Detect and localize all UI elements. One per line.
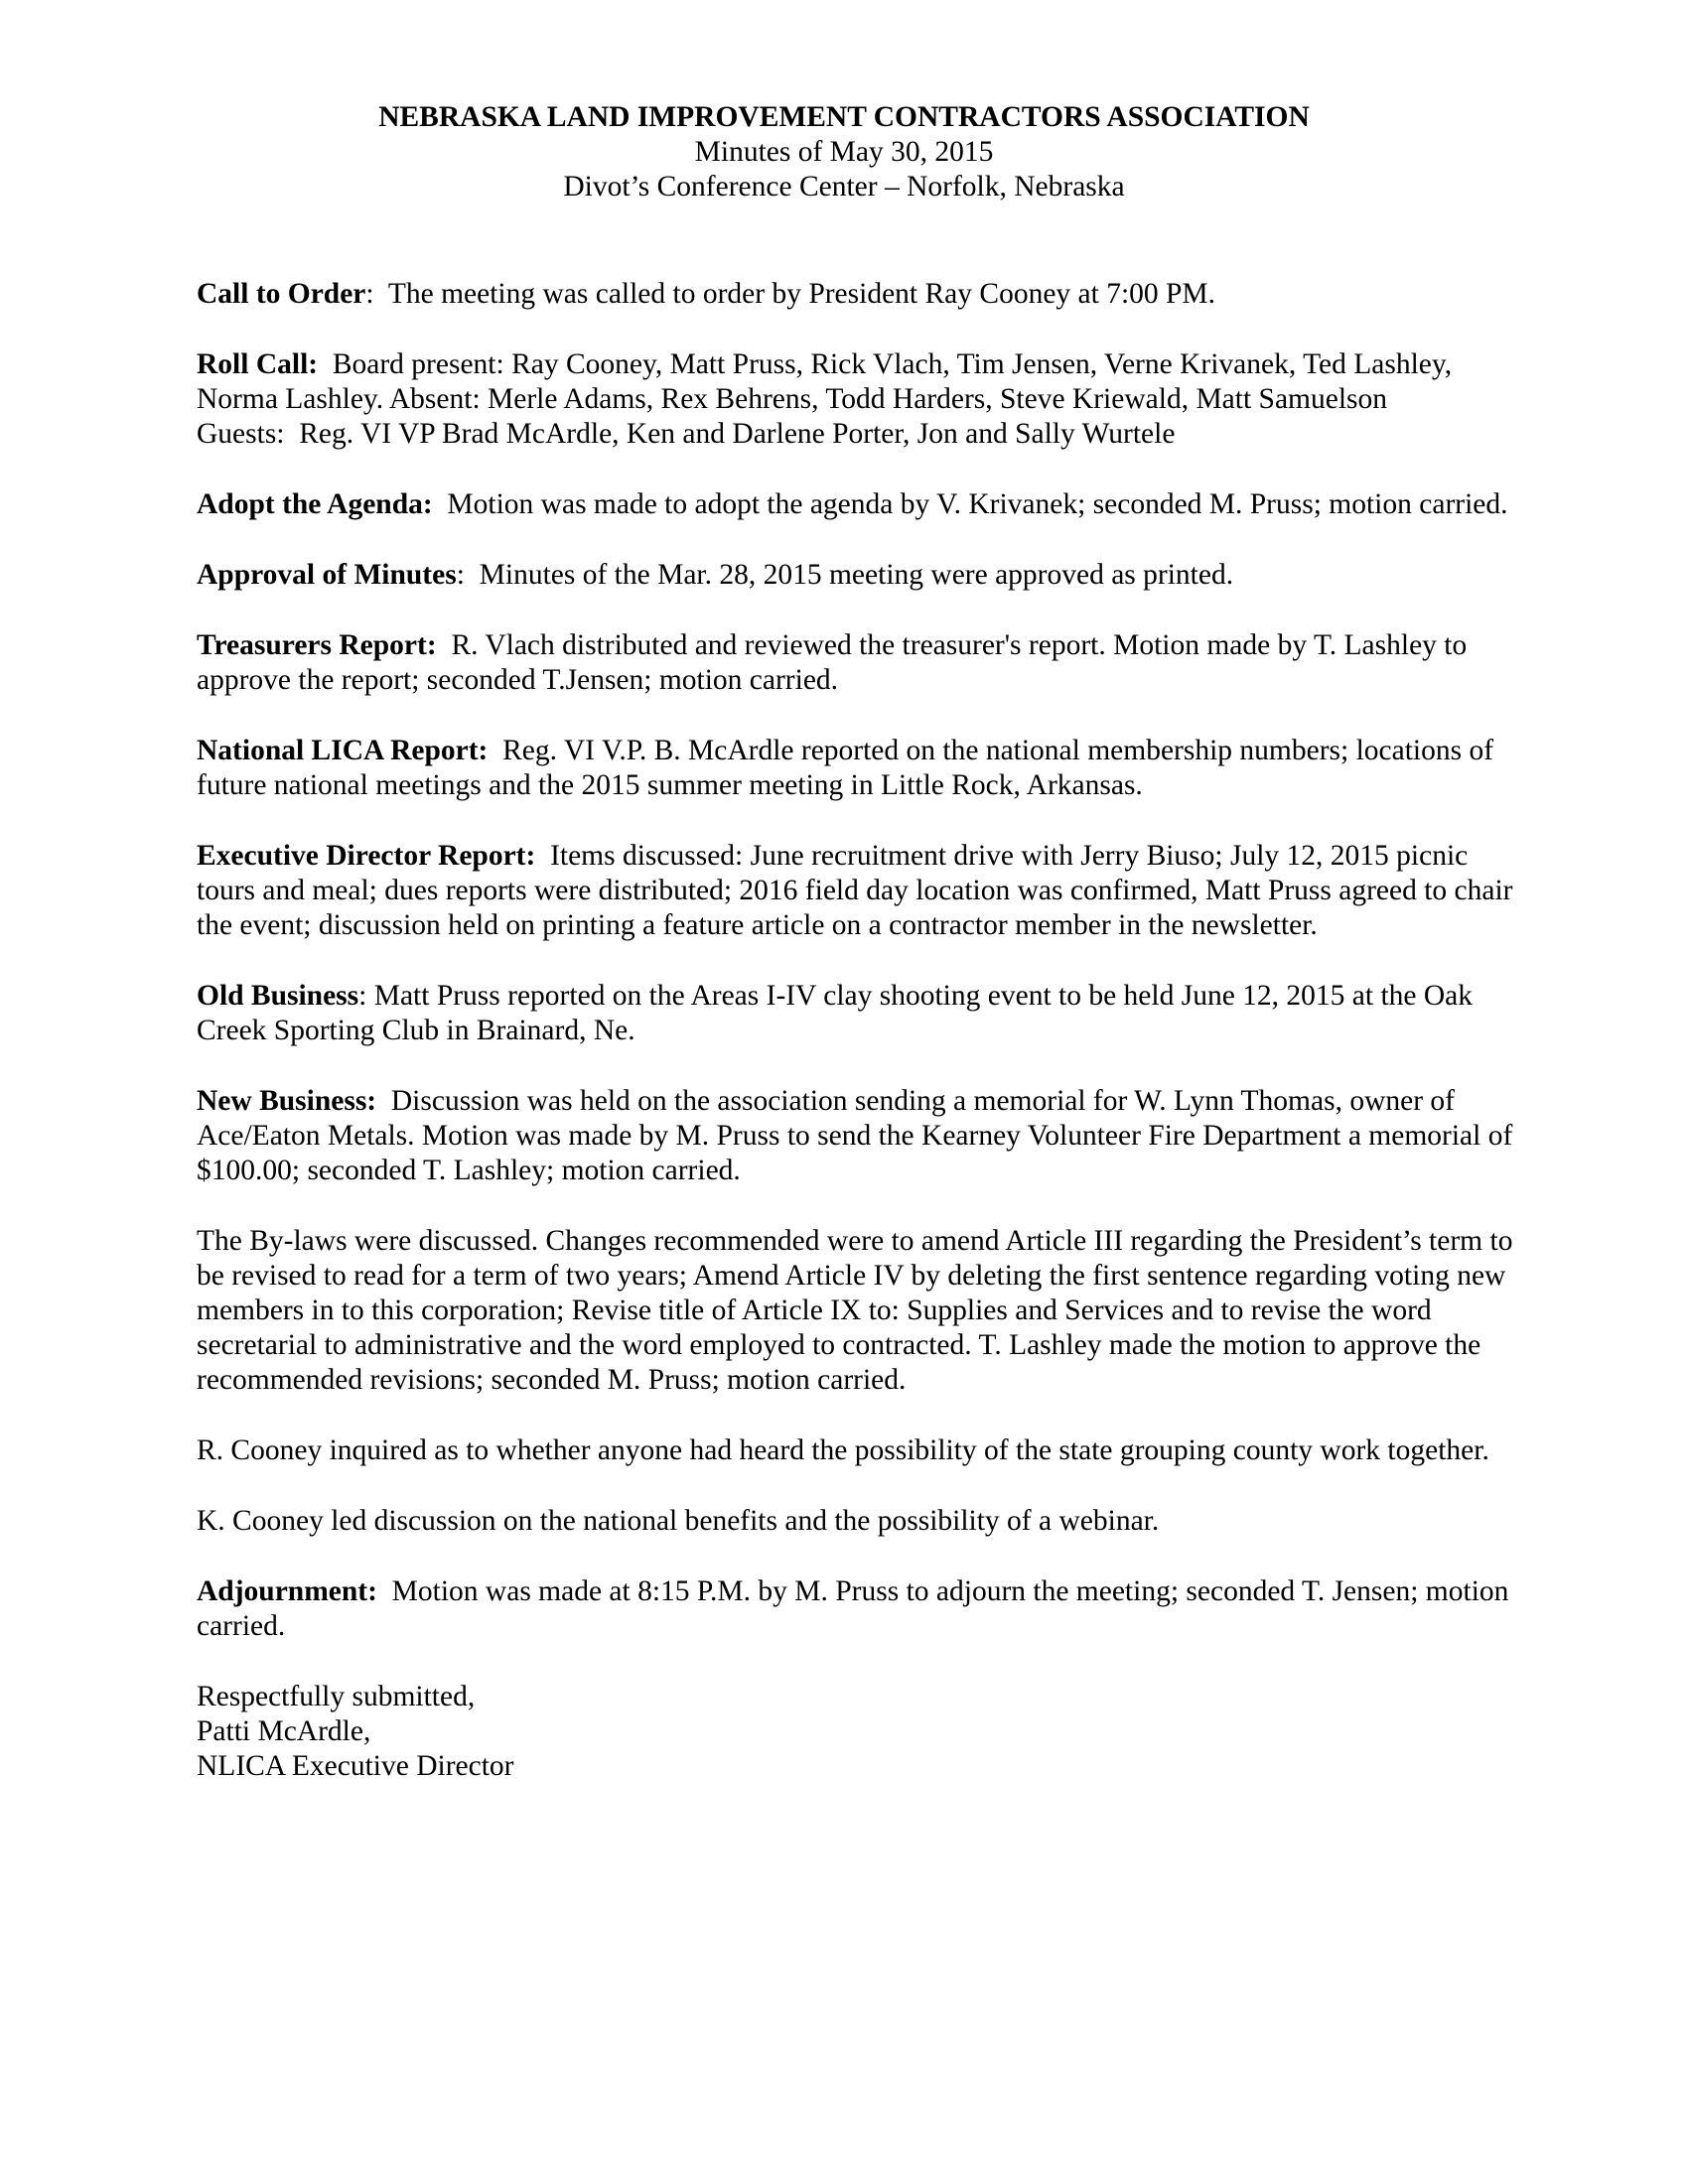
adjournment-section	[197, 1574, 1527, 1644]
section-text: Reg. VI V.P. B. McArdle reported on the national membership numbers; locations of future national meetings and the 2015 summer meeting in Little Rock, Arkansas.	[197, 735, 1494, 801]
document-header	[0, 100, 1688, 205]
label-separator: :	[358, 980, 374, 1012]
section-text: Discussion was held on the association sending a memorial for W. Lynn Thomas, owner of Ace/Eaton Metals. Motion was made by M. Pruss to send the Kearney Volunteer Fire Department a memorial of $100.00; seconded T. Lashley; motion carried.	[197, 1085, 1513, 1186]
executive-director-report-section	[197, 839, 1527, 943]
section-label: Adjournment:	[197, 1575, 377, 1607]
meeting-venue: Divot’s Conference Center – Norfolk, Nebraska	[563, 171, 1125, 203]
section-text: Motion was made to adopt the agenda by V. Krivanek; seconded M. Pruss; motion carried.	[447, 488, 1508, 520]
section-text: R. Vlach distributed and reviewed the treasurer's report. Motion made by T. Lashley to approve the report; seconded T.Jensen; motion carried.	[197, 629, 1468, 696]
label-separator	[535, 840, 550, 872]
signer-name: Patti McArdle,	[197, 1715, 371, 1747]
section-label: National LICA Report:	[197, 735, 489, 766]
section-text: Motion was made at 8:15 P.M. by M. Pruss to adjourn the meeting; seconded T. Jensen; motion carried.	[197, 1575, 1509, 1642]
minutes-date: Minutes of May 30, 2015	[694, 136, 994, 168]
treasurers-report-section	[197, 628, 1527, 698]
new-business-section	[197, 1084, 1527, 1188]
label-separator	[437, 629, 452, 661]
label-separator	[377, 1575, 392, 1607]
section-text: K. Cooney led discussion on the national benefits and the possibility of a webinar.	[197, 1505, 1160, 1537]
section-label: Approval of Minutes	[197, 559, 457, 591]
section-label: Old Business	[197, 980, 359, 1012]
section-text: Items discussed: June recruitment drive with Jerry Biuso; July 12, 2015 picnic tours and meal; dues reports were distributed; 2016 field day location was confirmed, Matt Pruss agreed to chair the event; discussion held on printing a feature article on a contractor member in the newsletter.	[197, 840, 1513, 941]
signer-title: NLICA Executive Director	[197, 1750, 514, 1782]
label-separator	[433, 488, 448, 520]
label-separator	[488, 735, 502, 766]
label-separator: :	[456, 559, 480, 591]
section-text: The By-laws were discussed. Changes recommended were to amend Article III regarding the President’s term to be revised to read for a term of two years; Amend Article IV by deleting the first sentence regarding voting new members in to this corporation; Revise title of Article IX to: Supplies and Services and to revise the word secretarial to administrative and the word employed to contracted. T. Lashley made the motion to approve the recommended revisions; seconded M. Pruss; motion carried.	[197, 1225, 1513, 1396]
label-separator	[376, 1085, 391, 1117]
section-text: R. Cooney inquired as to whether anyone had heard the possibility of the state grouping county work together.	[197, 1434, 1489, 1466]
closing-line: Respectfully submitted,	[197, 1681, 476, 1712]
minutes-body	[197, 277, 1527, 1784]
label-separator: :	[365, 278, 388, 310]
section-label: Adopt the Agenda:	[197, 488, 433, 520]
old-business-section	[197, 979, 1527, 1048]
organization-name: NEBRASKA LAND IMPROVEMENT CONTRACTORS ASSOCIATION	[378, 101, 1310, 133]
guests-text: Guests: Reg. VI VP Brad McArdle, Ken and Darlene Porter, Jon and Sally Wurtele	[197, 418, 1176, 450]
national-lica-report-section	[197, 734, 1527, 803]
approval-of-minutes-section	[197, 558, 1527, 593]
roll-call-section	[197, 347, 1527, 452]
cooney-inquiry-paragraph	[197, 1433, 1527, 1468]
section-text: The meeting was called to order by President Ray Cooney at 7:00 PM.	[387, 278, 1216, 310]
call-to-order-section	[197, 277, 1527, 312]
section-label: Treasurers Report:	[197, 629, 437, 661]
label-separator	[318, 348, 333, 380]
section-label: Call to Order	[197, 278, 366, 310]
signature-block	[197, 1680, 1527, 1784]
adopt-agenda-section	[197, 487, 1527, 522]
section-label: Executive Director Report:	[197, 840, 536, 872]
section-text: Matt Pruss reported on the Areas I-IV clay shooting event to be held June 12, 2015 at the Oak Creek Sporting Club in Brainard, Ne.	[197, 980, 1474, 1046]
section-label: Roll Call:	[197, 348, 319, 380]
section-text: Board present: Ray Cooney, Matt Pruss, Rick Vlach, Tim Jensen, Verne Krivanek, Ted Lashley, Norma Lashley. Absent: Merle Adams, Rex Behrens, Todd Harders, Steve Kriewald, Matt Samuelson	[197, 348, 1453, 415]
k-cooney-paragraph	[197, 1504, 1527, 1539]
section-label: New Business:	[197, 1085, 377, 1117]
bylaws-paragraph	[197, 1224, 1527, 1398]
section-text: Minutes of the Mar. 28, 2015 meeting were approved as printed.	[479, 559, 1234, 591]
